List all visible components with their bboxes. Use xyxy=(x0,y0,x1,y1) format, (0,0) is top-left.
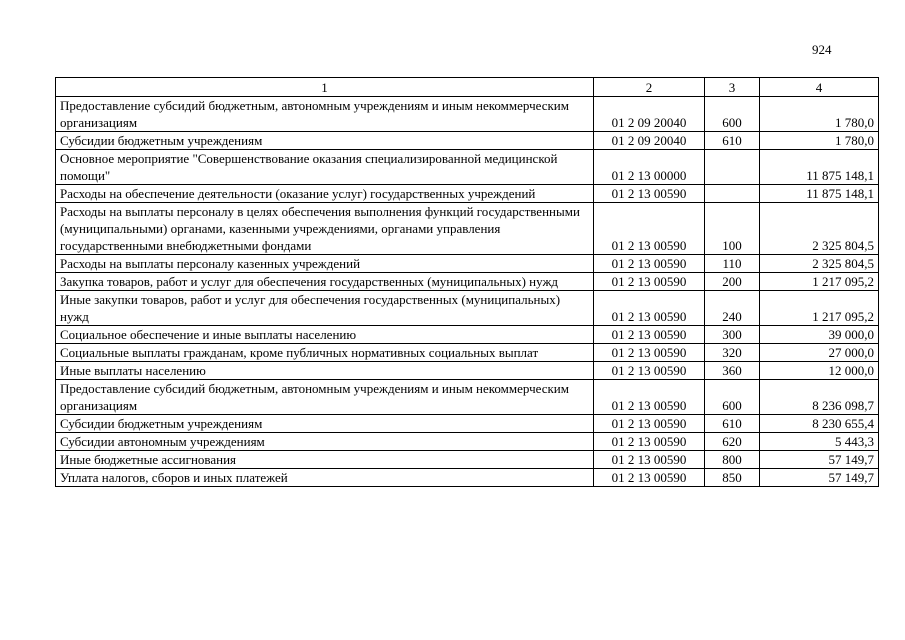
row-code-cell: 01 2 13 00590 xyxy=(594,433,705,451)
table-row xyxy=(56,97,879,132)
row-code-cell: 01 2 09 20040 xyxy=(594,97,705,132)
row-expense-type-cell: 850 xyxy=(705,469,760,487)
row-amount-cell: 8 236 098,7 xyxy=(760,380,879,415)
row-expense-type-cell: 800 xyxy=(705,451,760,469)
table-row xyxy=(56,326,879,344)
row-amount-cell: 1 780,0 xyxy=(760,97,879,132)
row-amount-cell: 1 217 095,2 xyxy=(760,291,879,326)
row-name-cell: Уплата налогов, сборов и иных платежей xyxy=(56,469,594,487)
row-expense-type-cell: 360 xyxy=(705,362,760,380)
table-row xyxy=(56,415,879,433)
row-amount-cell: 39 000,0 xyxy=(760,326,879,344)
row-amount-cell: 1 217 095,2 xyxy=(760,273,879,291)
row-code-cell: 01 2 13 00590 xyxy=(594,326,705,344)
table-row xyxy=(56,203,879,255)
row-expense-type-cell: 320 xyxy=(705,344,760,362)
row-name-cell: Предоставление субсидий бюджетным, автономным учреждениям и иным некоммерческим организациям xyxy=(56,97,594,132)
row-name-cell: Предоставление субсидий бюджетным, автономным учреждениям и иным некоммерческим организациям xyxy=(56,380,594,415)
row-name-cell: Субсидии бюджетным учреждениям xyxy=(56,132,594,150)
row-name-cell: Закупка товаров, работ и услуг для обеспечения государственных (муниципальных) нужд xyxy=(56,273,594,291)
column-header-1: 1 xyxy=(56,78,594,97)
row-expense-type-cell: 200 xyxy=(705,273,760,291)
table-row xyxy=(56,185,879,203)
row-name-cell: Субсидии бюджетным учреждениям xyxy=(56,415,594,433)
row-amount-cell: 11 875 148,1 xyxy=(760,185,879,203)
table-row xyxy=(56,150,879,185)
row-expense-type-cell xyxy=(705,185,760,203)
row-name-cell: Иные закупки товаров, работ и услуг для обеспечения государственных (муниципальных) нужд xyxy=(56,291,594,326)
row-amount-cell: 2 325 804,5 xyxy=(760,203,879,255)
row-name-cell: Иные бюджетные ассигнования xyxy=(56,451,594,469)
row-expense-type-cell: 600 xyxy=(705,380,760,415)
row-expense-type-cell: 620 xyxy=(705,433,760,451)
table-row xyxy=(56,433,879,451)
page-number: 924 xyxy=(812,42,832,57)
row-amount-cell: 27 000,0 xyxy=(760,344,879,362)
row-amount-cell: 5 443,3 xyxy=(760,433,879,451)
row-amount-cell: 8 230 655,4 xyxy=(760,415,879,433)
table-row xyxy=(56,132,879,150)
table-row xyxy=(56,291,879,326)
row-amount-cell: 1 780,0 xyxy=(760,132,879,150)
row-code-cell: 01 2 13 00590 xyxy=(594,255,705,273)
row-amount-cell: 2 325 804,5 xyxy=(760,255,879,273)
row-code-cell: 01 2 13 00590 xyxy=(594,415,705,433)
row-name-cell: Иные выплаты населению xyxy=(56,362,594,380)
row-expense-type-cell: 600 xyxy=(705,97,760,132)
table-row xyxy=(56,362,879,380)
row-code-cell: 01 2 13 00590 xyxy=(594,203,705,255)
row-amount-cell: 57 149,7 xyxy=(760,469,879,487)
table-row xyxy=(56,380,879,415)
column-header-3: 3 xyxy=(705,78,760,97)
row-expense-type-cell: 610 xyxy=(705,132,760,150)
row-expense-type-cell: 300 xyxy=(705,326,760,344)
row-code-cell: 01 2 13 00590 xyxy=(594,362,705,380)
column-header-4: 4 xyxy=(760,78,879,97)
row-name-cell: Субсидии автономным учреждениям xyxy=(56,433,594,451)
row-code-cell: 01 2 09 20040 xyxy=(594,132,705,150)
row-code-cell: 01 2 13 00590 xyxy=(594,344,705,362)
table-body xyxy=(56,97,879,487)
row-amount-cell: 11 875 148,1 xyxy=(760,150,879,185)
row-name-cell: Расходы на выплаты персоналу в целях обеспечения выполнения функций государственными (муниципальными) органами, казенными учреждениями, органами управления государственными внебюджетными фондами xyxy=(56,203,594,255)
row-code-cell: 01 2 13 00590 xyxy=(594,380,705,415)
table-row xyxy=(56,344,879,362)
column-header-2: 2 xyxy=(594,78,705,97)
row-code-cell: 01 2 13 00590 xyxy=(594,291,705,326)
row-amount-cell: 12 000,0 xyxy=(760,362,879,380)
table-row xyxy=(56,451,879,469)
row-code-cell: 01 2 13 00590 xyxy=(594,451,705,469)
table-row xyxy=(56,273,879,291)
row-name-cell: Основное мероприятие "Совершенствование оказания специализированной медицинской помощи" xyxy=(56,150,594,185)
budget-table xyxy=(55,77,879,487)
row-name-cell: Социальные выплаты гражданам, кроме публичных нормативных социальных выплат xyxy=(56,344,594,362)
row-expense-type-cell xyxy=(705,150,760,185)
row-expense-type-cell: 610 xyxy=(705,415,760,433)
table-row xyxy=(56,469,879,487)
row-name-cell: Социальное обеспечение и иные выплаты населению xyxy=(56,326,594,344)
row-amount-cell: 57 149,7 xyxy=(760,451,879,469)
row-expense-type-cell: 110 xyxy=(705,255,760,273)
row-code-cell: 01 2 13 00590 xyxy=(594,469,705,487)
row-code-cell: 01 2 13 00000 xyxy=(594,150,705,185)
header-row xyxy=(56,78,879,97)
row-name-cell: Расходы на выплаты персоналу казенных учреждений xyxy=(56,255,594,273)
row-expense-type-cell: 100 xyxy=(705,203,760,255)
row-code-cell: 01 2 13 00590 xyxy=(594,273,705,291)
row-name-cell: Расходы на обеспечение деятельности (оказание услуг) государственных учреждений xyxy=(56,185,594,203)
table-row xyxy=(56,255,879,273)
row-expense-type-cell: 240 xyxy=(705,291,760,326)
row-code-cell: 01 2 13 00590 xyxy=(594,185,705,203)
